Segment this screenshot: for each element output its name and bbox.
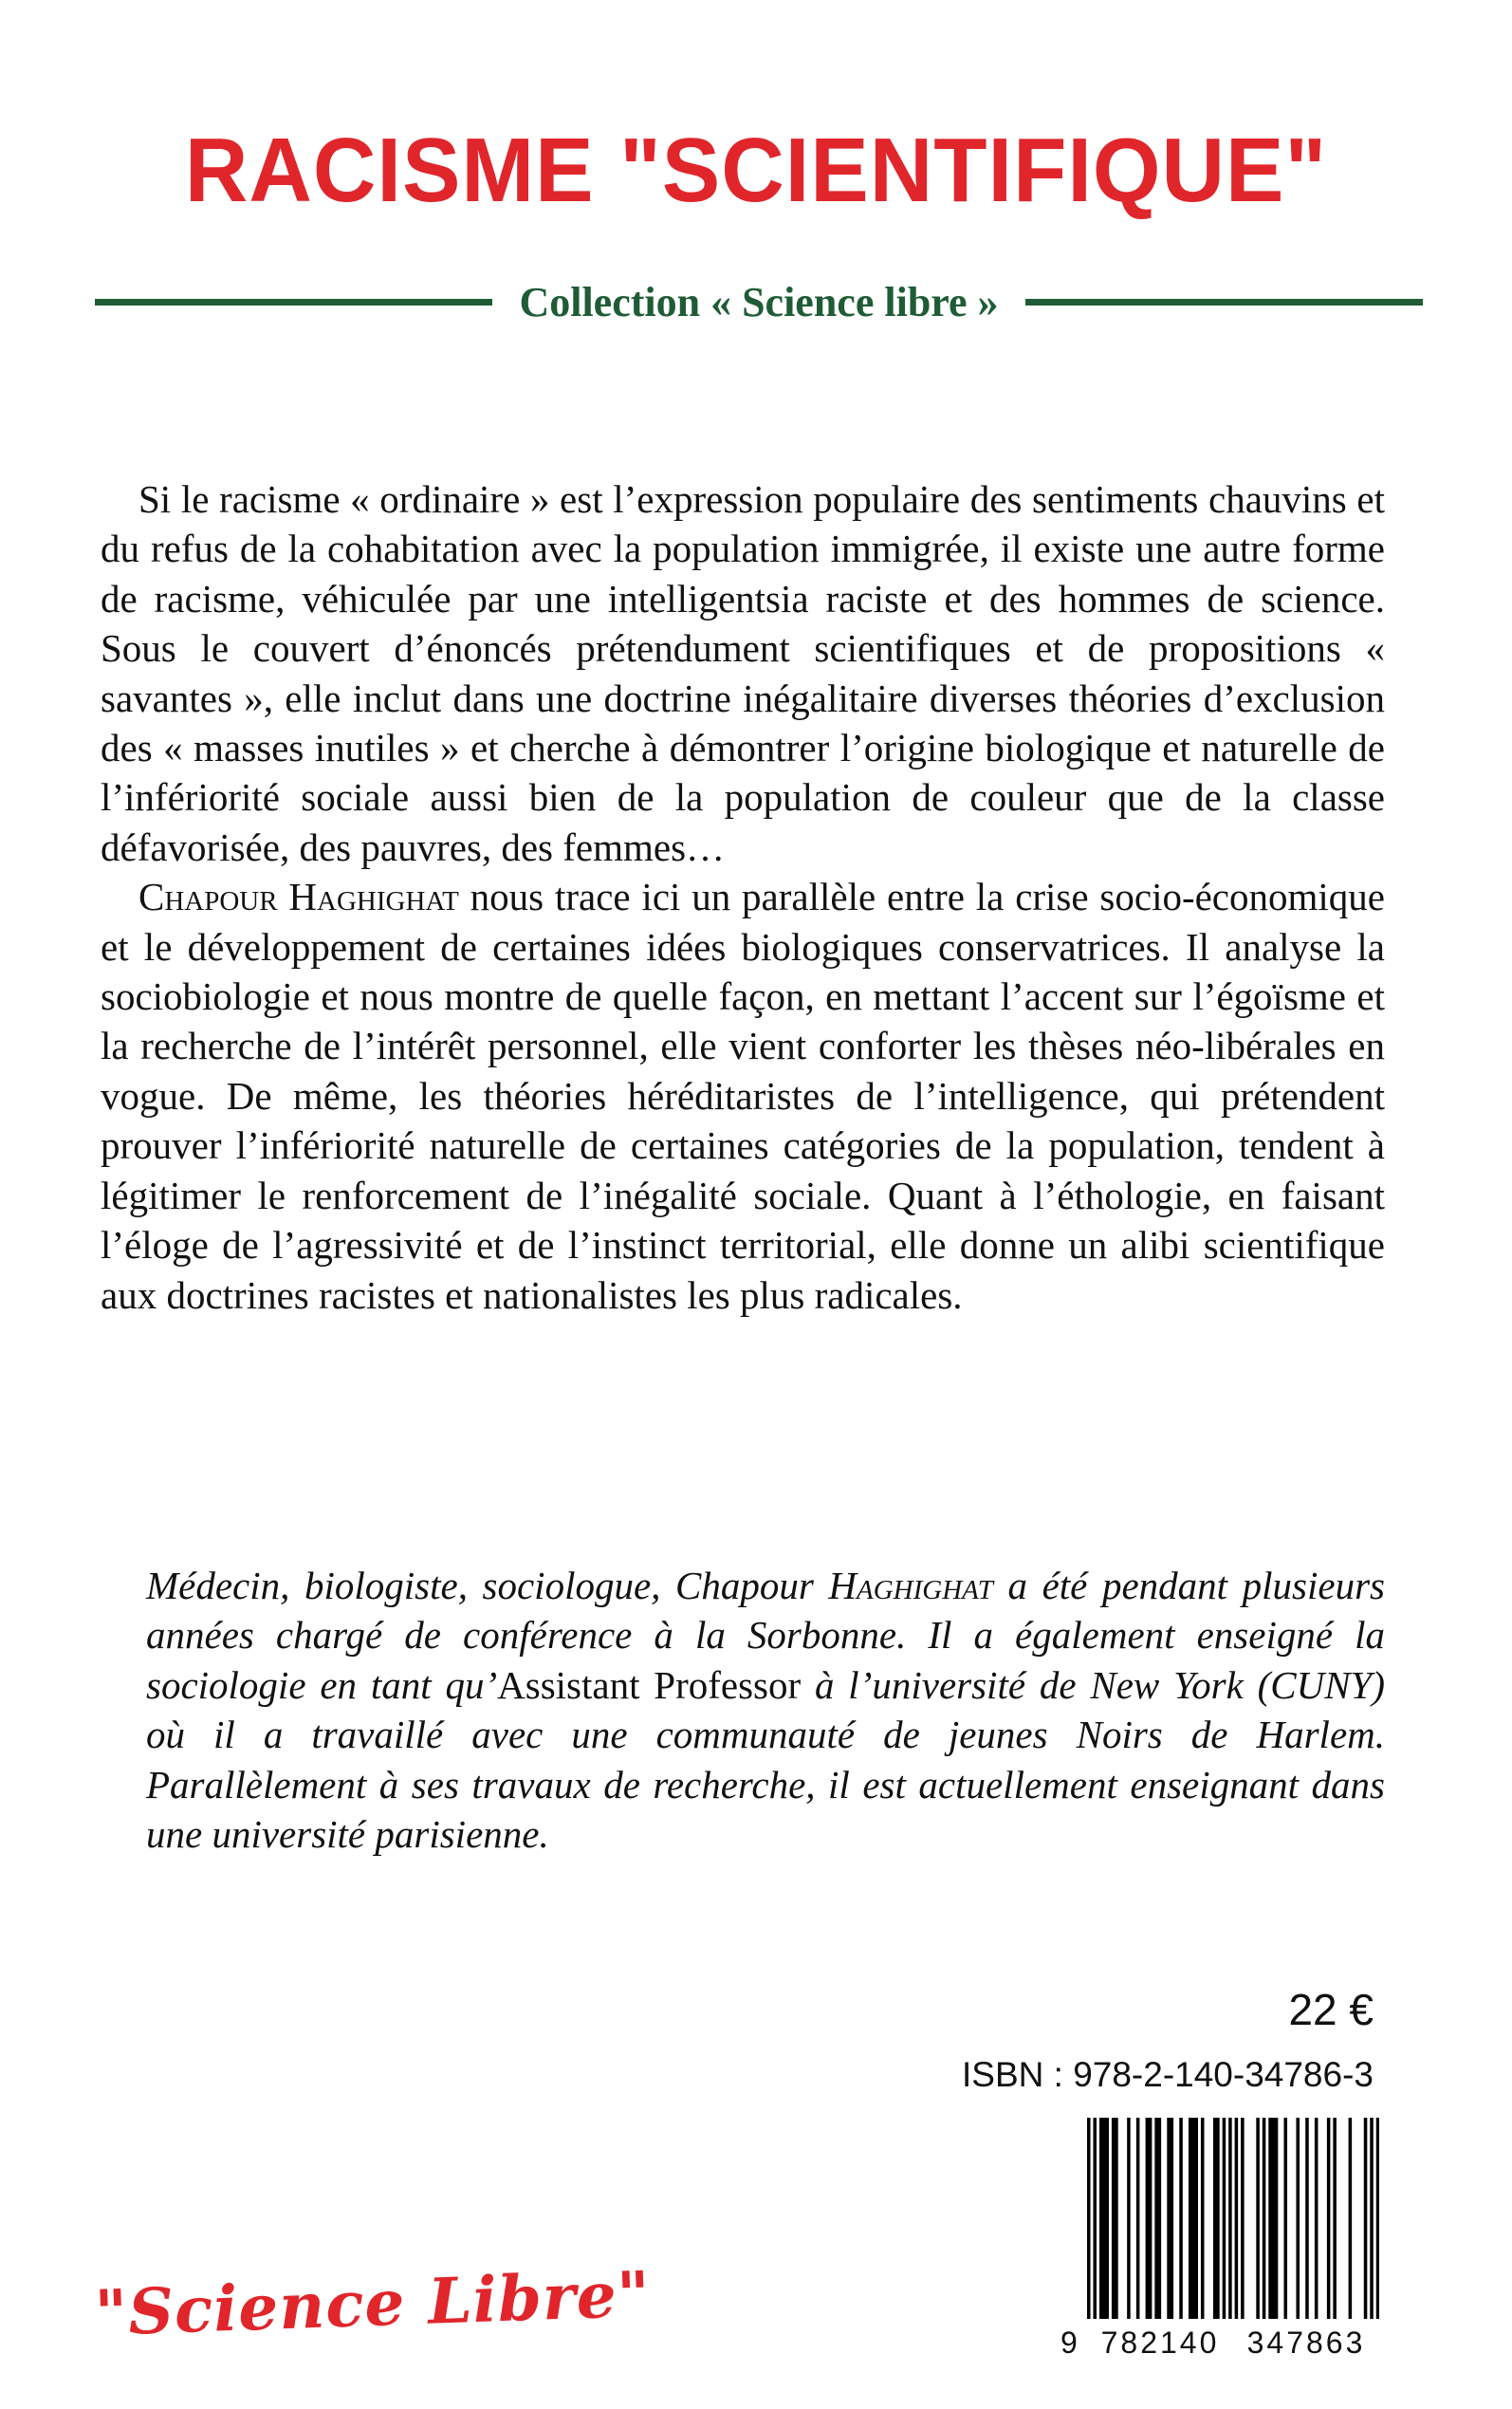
barcode-bar [1099,2118,1103,2319]
barcode-bar [1283,2118,1287,2319]
barcode-bar [1327,2118,1331,2319]
barcode-bar [1105,2118,1109,2319]
bio-text: à l’université de New York (CUNY) où il a travaillé avec une communauté de jeunes Noirs de Harlem. Parallèlement à ses travaux de recherche, il est actuellement enseignant dans une université parisienne. [146,1662,1385,1857]
barcode-bar [1158,2118,1162,2319]
barcode-bar [1171,2118,1174,2319]
collection-label: Collection « Science libre » [519,278,999,325]
barcode-group-left: 782140 [1100,2326,1220,2360]
barcode-bar [1191,2118,1195,2319]
barcode-bar [1315,2118,1318,2319]
book-title: RACISME "SCIENTIFIQUE" [184,120,1328,221]
collection-banner [95,273,1423,330]
barcode-bar [1179,2118,1183,2319]
summary-paragraph [101,872,1385,1320]
isbn: ISBN : 978-2-140-34786-3 [962,2055,1374,2094]
barcode-bar [1370,2118,1374,2345]
barcode-group-right: 347863 [1246,2326,1366,2360]
barcode [1060,2118,1379,2366]
barcode-bar [1275,2118,1279,2319]
barcode-bar [1364,2118,1368,2319]
barcode-bar [1136,2118,1140,2319]
barcode-bar [1154,2118,1158,2319]
barcode-bar [1256,2118,1260,2319]
barcode-bar [1149,2118,1152,2319]
barcode-bar [1213,2118,1217,2319]
left-rule-divider [95,299,492,306]
barcode-digits [1060,2319,1379,2366]
barcode-bar [1376,2118,1379,2345]
barcode-bar [1093,2118,1097,2345]
barcode-bar [1228,2118,1232,2345]
barcode-bar [1216,2118,1220,2319]
barcode-bar [1235,2118,1239,2345]
barcode-bar [1305,2118,1309,2319]
barcode-bar [1333,2118,1337,2319]
barcode-bar [1087,2118,1091,2345]
barcode-bar [1241,2118,1245,2319]
science-libre-logo: "Science Libre" [93,2256,653,2350]
barcode-lead-digit: 9 [1060,2326,1078,2360]
barcode-bar [1112,2118,1116,2319]
barcode-bar [1102,2118,1106,2319]
bio-text: a été pendant plusieurs années chargé de conférence à la Sorbonne. Il a également enseigné la sociologie en tant qu’ [146,1564,1385,1707]
summary-paragraph: Si le racisme « ordinaire » est l’expression populaire des sentiments chauvins et du refus de la cohabitation avec la population immigrée, il existe une autre forme de racisme, véhiculée par une intelligentsia raciste et des hommes de science. Sous le couvert d’énoncés prétendument scientifiques et de propositions « savantes », elle inclut dans une doctrine inégalitaire diverses théories d’exclusion des « masses inutiles » et cherche à démontrer l’origine biologique et naturelle de l’infériorité sociale aussi bien de la population de couleur que de la classe défavorisée, des pauvres, des femmes… [101,477,1385,869]
barcode-bar [1189,2118,1192,2319]
barcode-bar [1146,2118,1150,2319]
summary-text [101,474,1385,1320]
bio-role: Assistant Professor [497,1662,802,1707]
barcode-bar [1272,2118,1276,2319]
barcode-bar [1263,2118,1266,2319]
price: 22 € [1288,1985,1374,2034]
summary-paragraph-text: nous trace ici un parallèle entre la crise socio-économique et le développement de certaines idées biologiques conservatrices. Il analyse la sociobiologie et nous montre de quelle façon, en mettant l’accent sur l’égoïsme et la recherche de l’intérêt personnel, elle vient conforter les thèses néo-libérales en vogue. De même, les théories héréditaristes de l’intelligence, qui prétendent prouver l’infériorité naturelle de certaines catégories de la population, tendent à légitimer le renforcement de l’inégalité sociale. Quant à l’éthologie, en faisant l’éloge de l’agressivité et de l’instinct territorial, elle donne un alibi scientifique aux doctrines racistes et nationalistes les plus radicales. [101,875,1385,1317]
bio-lead: Médecin, biologiste, sociologue, Chapour [146,1564,829,1607]
barcode-bar [1296,2118,1300,2319]
barcode-bar [1349,2118,1353,2319]
barcode-bar [1201,2118,1205,2319]
author-biography [146,1561,1385,1859]
right-rule-divider [1025,299,1423,306]
barcode-bar [1115,2118,1118,2319]
bio-author-surname: Haghighat [828,1564,993,1607]
barcode-bar [1127,2118,1131,2319]
barcode-bar [1167,2118,1171,2319]
author-name: Chapour Haghighat [138,875,459,919]
barcode-bar [1194,2118,1198,2319]
barcode-bar [1223,2118,1226,2319]
barcode-bar [1268,2118,1272,2319]
